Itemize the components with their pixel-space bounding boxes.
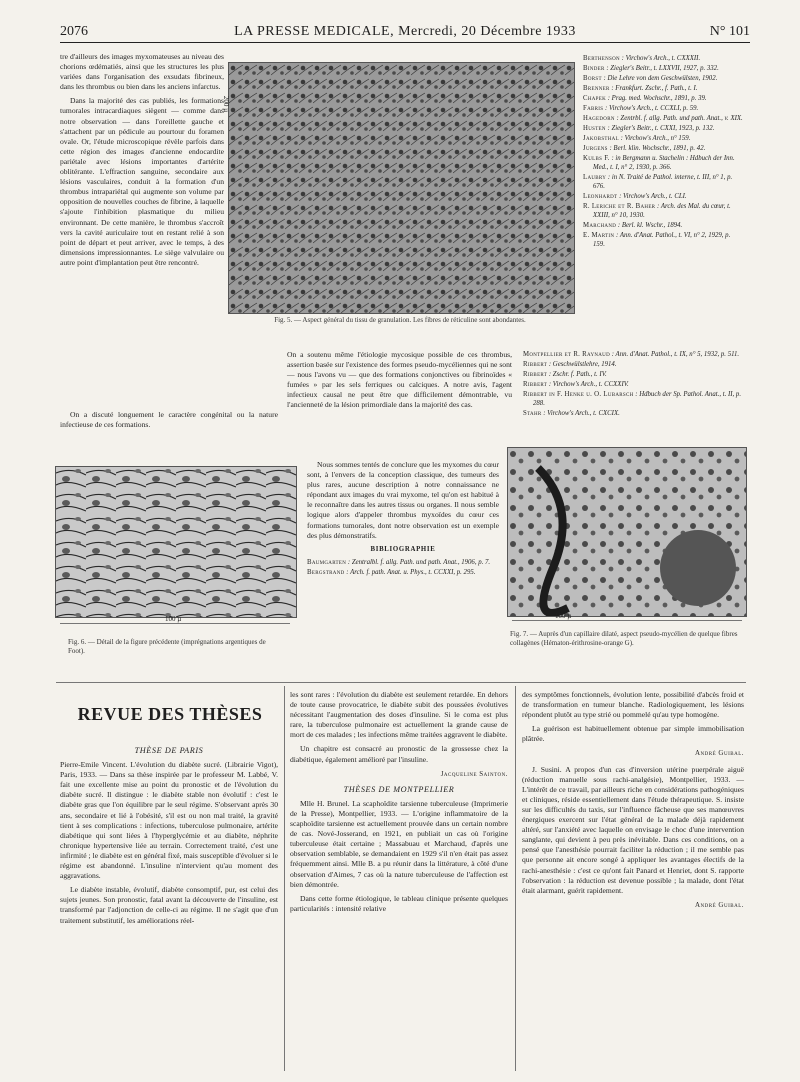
paragraph: les sont rares : l'évolution du diabète est seulement retardée. En dehors de toute cause provocatrice, le diabète subit des poussées évolutives nécessitant l'augmentation des doses d'insuline. Si le coma est plus rare, la tuberculose pulmonaire est actuellement la grande cause de mort de ces malades ; les infections même traitées aggravent le diabète. bbox=[290, 690, 508, 740]
reference-author: Jurgens bbox=[583, 145, 608, 152]
reference-item bbox=[583, 221, 743, 230]
reference-author: Leonhardt bbox=[583, 193, 618, 200]
reference-item bbox=[583, 173, 743, 191]
reference-author: Marchand bbox=[583, 222, 617, 229]
reference-text: : Virchow's Arch., t. CCXXIV. bbox=[548, 381, 629, 388]
reference-author: Borst bbox=[583, 75, 602, 82]
left-column-bottom bbox=[60, 410, 278, 434]
reference-author: Ribbert bbox=[523, 381, 548, 388]
reference-item bbox=[583, 154, 743, 172]
reference-text: : in N. Traité de Pathol. interne, t. III, n° 1, p. 676. bbox=[593, 174, 733, 190]
bibliography-heading: BIBLIOGRAPHIE bbox=[370, 545, 436, 553]
reference-text: : Geschwülstlehre, 1914. bbox=[548, 361, 617, 368]
reference-item bbox=[583, 74, 743, 83]
paragraph: On a soutenu même l'étiologie mycosique possible de ces thrombus, assertion basée sur l'existence des formes pseudo-mycéliennes qui ne sont — nous l'avons vu — que des formations conjonctives ou fibrinoïdes « fumées » par les sels ferriques ou calciques. A notre avis, l'agent infectieux causal ne peut être que difficilement démontrable, vu l'ancienneté de la lésion primordiale dans la majorité des cas. bbox=[287, 350, 512, 410]
reference-author: Brenner bbox=[583, 85, 610, 92]
reference-author: Jakobsthal bbox=[583, 135, 619, 142]
reference-text: : Zentralbl. f. allg. Path. und path. Anat., 1906, p. 7. bbox=[347, 558, 491, 566]
reference-text: : Zentrbl. f. allg. Path. und path. Anat., v. XIX. bbox=[616, 115, 743, 122]
reference-item bbox=[583, 114, 743, 123]
middle-column-text-2 bbox=[307, 460, 499, 578]
paragraph: des symptômes fonctionnels, évolution lente, possibilité d'abcès froid et de transformation en tumeur blanche. Radiologiquement, les lésions répondent plutôt au type strié ou pommelé qu'au type homogène. bbox=[522, 690, 744, 720]
micrograph-texture bbox=[508, 448, 746, 616]
reference-item bbox=[583, 94, 743, 103]
revue-column-2 bbox=[290, 690, 508, 918]
paragraph: tre d'ailleurs des images myxomateuses au niveau des chorions œdématiés, ainsi que les structures les plus variées dans l'organisation des exsudats fibrineux, dans les thrombus ou bien dans les anciens infarctus. bbox=[60, 52, 224, 92]
reference-item bbox=[583, 54, 743, 63]
figure-5-micrograph bbox=[228, 62, 575, 314]
reference-author: Husten bbox=[583, 125, 606, 132]
fig5-scale-label: 200 µ bbox=[222, 95, 231, 113]
page-number: 2076 bbox=[60, 24, 88, 39]
signature: André Guibal. bbox=[695, 900, 744, 909]
reference-item bbox=[583, 144, 743, 153]
references-column bbox=[583, 54, 743, 250]
montpellier-heading: THÈSES DE MONTPELLIER bbox=[343, 784, 455, 794]
reference-author: Bergstrand bbox=[307, 568, 345, 576]
reference-author: Laubry bbox=[583, 174, 607, 181]
reference-item bbox=[583, 104, 743, 113]
issue-number: N° 101 bbox=[709, 24, 750, 39]
revue-column-3 bbox=[522, 690, 744, 916]
reference-text: : Ann. d'Anat. Pathol., t. IX, n° 5, 1932, p. 511. bbox=[611, 351, 740, 358]
column-rule bbox=[515, 686, 516, 1071]
reference-author: Ribbert bbox=[523, 371, 548, 378]
paris-heading: THÈSE DE PARIS bbox=[134, 746, 204, 755]
reference-text: : Arch. f. path. Anat. u. Phys., t. CCXXI, p. 295. bbox=[346, 568, 476, 576]
reference-item bbox=[583, 192, 743, 201]
paragraph: Mlle H. Brunel. La scaphoïdite tarsienne tuberculeuse (Imprimerie de la Presse), Montpellier, 1933. — L'origine inflammatoire de la scaphoïdite tarsienne est actuellement prouvée dans un certain nombre de cas. Nové-Josserand, en 1921, en publiait un cas où l'origine tuberculeuse était certaine ; Massabuau et Marchaud, d'après une observation semblable, se demandaient en 1929 s'il n'en était pas assez fréquemment ainsi. Mlle B. a pu réunir dans la littérature, à côté d'une observation d'Aimes, 7 cas où la nature tuberculeuse de l'affection est bien démontrée. bbox=[290, 798, 508, 889]
reference-item bbox=[523, 360, 743, 369]
signature: Jacqueline Sainton. bbox=[440, 769, 508, 778]
reference-text: : Frankfurt. Zschr., f. Path., t. I. bbox=[611, 85, 698, 92]
references-column-2 bbox=[523, 350, 743, 419]
reference-text: : Arch. des Mal. du cœur, t. XXIII, n° 10, 1930. bbox=[593, 203, 731, 219]
reference-text: : Virchow's Arch., t. CLI. bbox=[619, 193, 687, 200]
reference-text: : Ziegler's Beitr., t. CXXI, 1923, p. 132. bbox=[607, 125, 715, 132]
journal-title: LA PRESSE MEDICALE, Mercredi, 20 Décembre 1933 bbox=[234, 24, 576, 39]
reference-author: Baumgarten bbox=[307, 558, 347, 566]
fig6-scale-label: 100 µ bbox=[165, 615, 182, 623]
section-divider bbox=[56, 682, 746, 683]
reference-item bbox=[583, 134, 743, 143]
paragraph: Pierre-Emile Vincent. L'évolution du diabète sucré. (Librairie Vigot), Paris, 1933. — Dans sa thèse inspirée par le professeur M. Labbé, V. fait une excellente mise au point du pronostic et de l'évolution du diabète sucré. Il distingue : le diabète stable non évolutif : c'est le diabète gras que l'on équilibre par le seul régime. S'observant après 30 ans, secondaire et lié à l'obésité, s'il est ou non mal traité, la gravité tient à ses complications : infections, tuberculose pulmonaire, artérite diabétique qui sont liées à l'hyperglycémie et au diabète, néphrite chronique hypertensive liée au terrain. Correctement traité, c'est une infirmité ; le diabète est en général fixé, mais susceptible d'évoluer si le régime est abandonné. L'insuline n'intervient qu'au moment des aggravations. bbox=[60, 760, 278, 881]
fig6-caption: Fig. 6. — Détail de la figure précédente (imprégnations argentiques de Foot). bbox=[68, 638, 266, 655]
reference-text: : Prag. med. Wochschr., 1891, p. 39. bbox=[607, 95, 707, 102]
paragraph: Dans cette forme étiologique, le tableau clinique présente quelques particularités : intensité relative bbox=[290, 893, 508, 913]
reference-text: : Ann. d'Anat. Pathol., t. VI, n° 2, 1929, p. 159. bbox=[593, 232, 731, 248]
reference-author: Chapek bbox=[583, 95, 607, 102]
reference-author: Hagedorn bbox=[583, 115, 615, 122]
micrograph-texture bbox=[56, 467, 296, 617]
reference-author: Ribbert bbox=[523, 361, 548, 368]
reference-item bbox=[523, 370, 743, 379]
figure-6-micrograph bbox=[55, 466, 297, 618]
reference-author: Fabris bbox=[583, 105, 604, 112]
reference-author: Stahr bbox=[523, 410, 542, 417]
reference-text: : Berl. klin. Wochschr., 1891, p. 42. bbox=[609, 145, 706, 152]
paragraph: Nous sommes tentés de conclure que les myxomes du cœur sont, à l'envers de la conception classique, des tumeurs des plus rares, aucune description à notre connaissance ne répondant aux images du vrai myxome, tel qu'on est habitué à le reconnaître dans les autres tissus ou organes. Il nous semble logique alors d'appeler thrombus myxoïdes du cœur ces formations tumorales, dont notre observation est un exemple des plus démonstratifs. bbox=[307, 460, 499, 540]
reference-author: Ribbert in F. Henke u. O. Lubarsch bbox=[523, 391, 634, 398]
reference-author: Kulbs F. bbox=[583, 155, 610, 162]
reference-text: : Zschr. f. Path., t. IV. bbox=[548, 371, 607, 378]
reference-text: : Virchow's Arch., t. CXCIX. bbox=[543, 410, 620, 417]
reference-text: : Berl. kl. Wschr., 1894. bbox=[617, 222, 683, 229]
figure-7-micrograph bbox=[507, 447, 747, 617]
reference-text: : Die Lehre von dem Geschwülsten, 1902. bbox=[603, 75, 718, 82]
paragraph: On a discuté longuement le caractère congénital ou la nature infectieuse de ces formations. bbox=[60, 410, 278, 430]
paragraph: Le diabète instable, évolutif, diabète consomptif, pur, est celui des sujets jeunes. Son pronostic, fatal avant la découverte de l'insuline, est transformé par l'adjonction de celle-ci au régime. Il ne s'agit que d'un traitement substitutif, les améliorations réel- bbox=[60, 885, 278, 925]
paragraph: La guérison est habituellement obtenue par simple immobilisation plâtrée. bbox=[522, 724, 744, 744]
reference-item bbox=[523, 380, 743, 389]
reference-item bbox=[523, 409, 743, 418]
reference-text: : in Bergmann u. Stachelin : Hdbuch der Inn. Med., t. I, n° 2, 1930, p. 366. bbox=[593, 155, 735, 171]
reference-item bbox=[583, 124, 743, 133]
reference-item bbox=[523, 390, 743, 408]
signature: André Guibal. bbox=[695, 749, 744, 758]
paragraph: J. Susini. A propos d'un cas d'inversion utérine puerpérale aiguë (réduction manuelle sous rachi-analgésie), Montpellier, 1933. — L'intérêt de ce travail, par ailleurs riche en considérations pathogéniques et cliniques, réside essentiellement dans l'étude thérapeutique. S. insiste sur les difficultés du taxis, sur l'influence fâcheuse que ses manœuvres énergiques exercent sur l'état général de la malade déjà rapidement altéré, sur l'anxiété avec laquelle on envisage le choc d'une intervention sanglante, qui devient à peu près inévitable. Dans ces conditions, on a pensé que l'anesthésie pourrait faciliter la réduction ; il me semble pas que personne ait encore songé à appliquer les avantages électifs de la rachi-anesthésie : c'est ce qu'ont fait Panard et Henriet, dont S. rapporte l'observation : la réduction est devenue possible ; la malade, dont l'état était alarmant, guérit rapidement. bbox=[522, 764, 744, 895]
fig6-scale-bar bbox=[60, 623, 290, 624]
reference-text: : Hdbuch der Sp. Pathol. Anat., t. II, p. 288. bbox=[533, 391, 742, 407]
column-rule bbox=[284, 686, 285, 1071]
page-header bbox=[60, 24, 750, 43]
fig7-scale-bar bbox=[512, 620, 742, 621]
reference-text: : Virchow's Arch., t. CCXLI, p. 59. bbox=[605, 105, 699, 112]
reference-text: : Virchow's Arch., t. CXXXII. bbox=[621, 55, 701, 62]
middle-column-text bbox=[287, 350, 512, 415]
reference-author: Binder bbox=[583, 65, 605, 72]
fig7-caption: Fig. 7. — Auprès d'un capillaire dilaté, aspect pseudo-mycélien de quelque fibres collagènes (Hématon-érithrosine-orange G). bbox=[510, 630, 738, 647]
reference-item bbox=[583, 231, 743, 249]
fig5-caption: Fig. 5. — Aspect général du tissu de granulation. Les fibres de réticuline sont abondantes. bbox=[274, 316, 526, 324]
left-column-text bbox=[60, 52, 224, 272]
paragraph: Dans la majorité des cas publiés, les formations tumorales intracardiaques siègent — comme dans notre observation — dans l'oreillette gauche et s'attachent par un pédicule au pourtour du foramen ovale. Or, l'étude microscopique révèle parfois dans cette région des images d'ancienne endocardite pariétale avec lésions importantes d'artérite oblitérante. L'effraction sanguine, secondaire aux lésions vasculaires, conduit à la formation d'un thrombus intrapariétal qui augmente son volume par opposition de nouvelles couches de fibrine, à laquelle s'ajoute l'inhibition plasmatique du milieu environnant. De cette manière, le thrombus s'accroît vers la cavité auriculaire tout en restant relié à son point de départ et peut arriver, avec le temps, à des dimensions impressionnantes. Le siège valvulaire ou autre point d'implantation peut être rencontré. bbox=[60, 96, 224, 267]
reference-author: R. Leriche et R. Baher bbox=[583, 203, 656, 210]
paragraph: Un chapitre est consacré au pronostic de la grossesse chez la diabétique, également amélioré par l'insuline. bbox=[290, 744, 508, 764]
micrograph-texture bbox=[229, 63, 574, 313]
revue-column-1 bbox=[60, 742, 278, 930]
reference-author: Montpellier et R. Raynaud bbox=[523, 351, 610, 358]
fig7-scale-label: 100 µ bbox=[555, 612, 572, 620]
reference-text: : Ziegler's Beitr., t. LXXVII, 1927, p. 332. bbox=[606, 65, 719, 72]
reference-item bbox=[523, 350, 743, 359]
reference-author: Berthenson bbox=[583, 55, 620, 62]
reference-item bbox=[583, 202, 743, 220]
reference-item bbox=[307, 558, 499, 567]
reference-item bbox=[307, 568, 499, 577]
reference-author: E. Martin bbox=[583, 232, 615, 239]
reference-item bbox=[583, 84, 743, 93]
revue-title: REVUE DES THÈSES bbox=[77, 704, 263, 724]
reference-text: : Virchow's Arch., n° 159. bbox=[620, 135, 691, 142]
reference-item bbox=[583, 64, 743, 73]
